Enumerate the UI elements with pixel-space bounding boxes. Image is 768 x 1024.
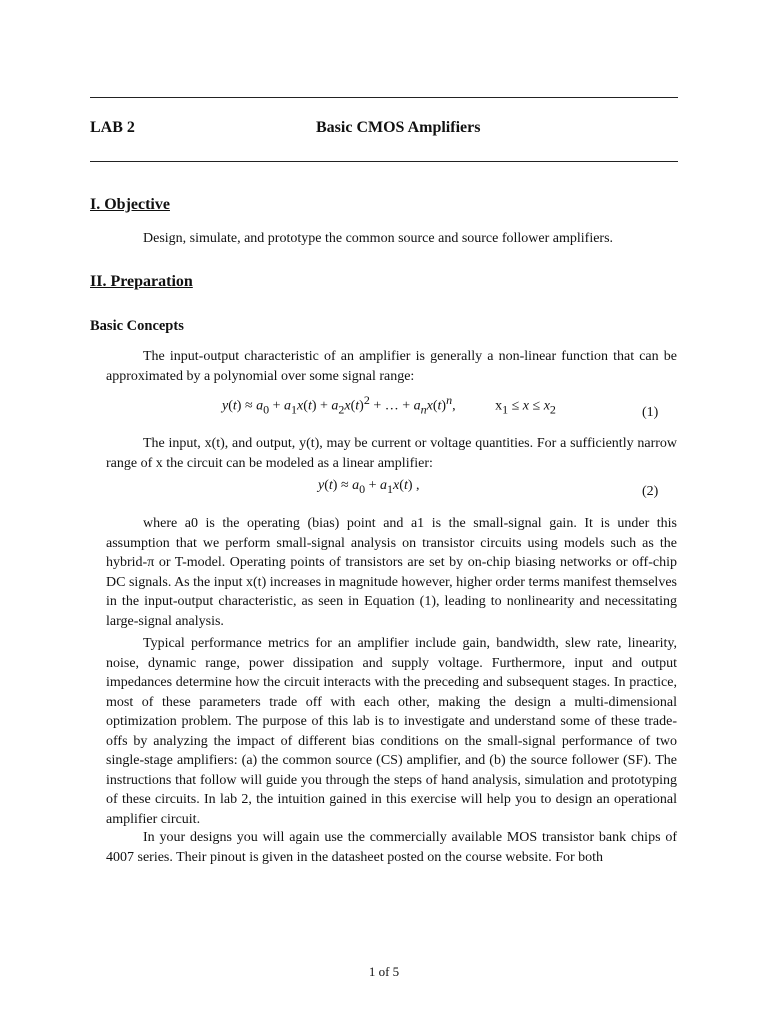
top-rule <box>90 97 678 98</box>
paragraph-performance-metrics: Typical performance metrics for an amplifier include gain, bandwidth, slew rate, linearity, noise, dynamic range, power dissipation and supply voltage. Furthermore, input and output impedances determine how the circuit interacts with the preceding and subsequent stages. In practice, most of these parameters trade off with each other, making the design a multi-dimensional optimization problem. The purpose of this lab is to investigate and understand some of these trade-offs by analyzing the impact of different bias conditions on the small-signal performance of two single-stage amplifiers: (a) the common source (CS) amplifier, and (b) the source follower (SF). The instructions that follow will guide you through the steps of hand analysis, simulation and prototyping of these circuits. In lab 2, the intuition gained in this exercise will help you to design an operational amplifier circuit. <box>106 636 677 827</box>
paragraph-input-output: The input, x(t), and output, y(t), may be current or voltage quantities. For a sufficiently narrow range of x the circuit can be modeled as a linear amplifier: <box>106 436 677 471</box>
lab-number: LAB 2 <box>90 119 135 136</box>
equation-2-number: (2) <box>642 484 659 499</box>
paragraph-designs: In your designs you will again use the commercially available MOS transistor bank chips of 4007 series. Their pinout is given in the datasheet posted on the course website. For both <box>106 830 677 865</box>
basic-concepts-heading: Basic Concepts <box>90 318 184 334</box>
preparation-heading: II. Preparation <box>90 273 193 290</box>
paragraph-intro: The input-output characteristic of an amplifier is generally a non-linear function that can be approximated by a polynomial over some signal range: <box>106 349 677 384</box>
equation-1-number: (1) <box>642 405 659 420</box>
equation-1: $y(t) \approx a_0 + a_1x(t) + a_2x(t)^2$ + … + $a_nx(t)^n$, $x_1 \le x \le x_2$ <box>222 393 556 417</box>
page-number: 1 of 5 <box>368 964 400 979</box>
header-bottom-rule <box>90 161 678 162</box>
objective-text: Design, simulate, and prototype the common source and source follower amplifiers. <box>143 231 614 246</box>
lab-title: Basic CMOS Amplifiers <box>316 119 481 136</box>
objective-heading: I. Objective <box>90 196 170 213</box>
paragraph-bias-point: where a0 is the operating (bias) point and a1 is the small-signal gain. It is under this assumption that we perform small-signal analysis on transistor circuits using models such as the hybrid-π or T-model. Operating points of transistors are set by on-chip biasing networks or off-chip DC signals. As the input x(t) increases in magnitude however, higher order terms manifest themselves in the input-output characteristic, as seen in Equation (1), leading to nonlinearity and necessitating large-signal analysis. <box>106 516 677 629</box>
equation-2: $y(t) \approx a_0 + a_1x(t)$ , <box>318 478 420 496</box>
